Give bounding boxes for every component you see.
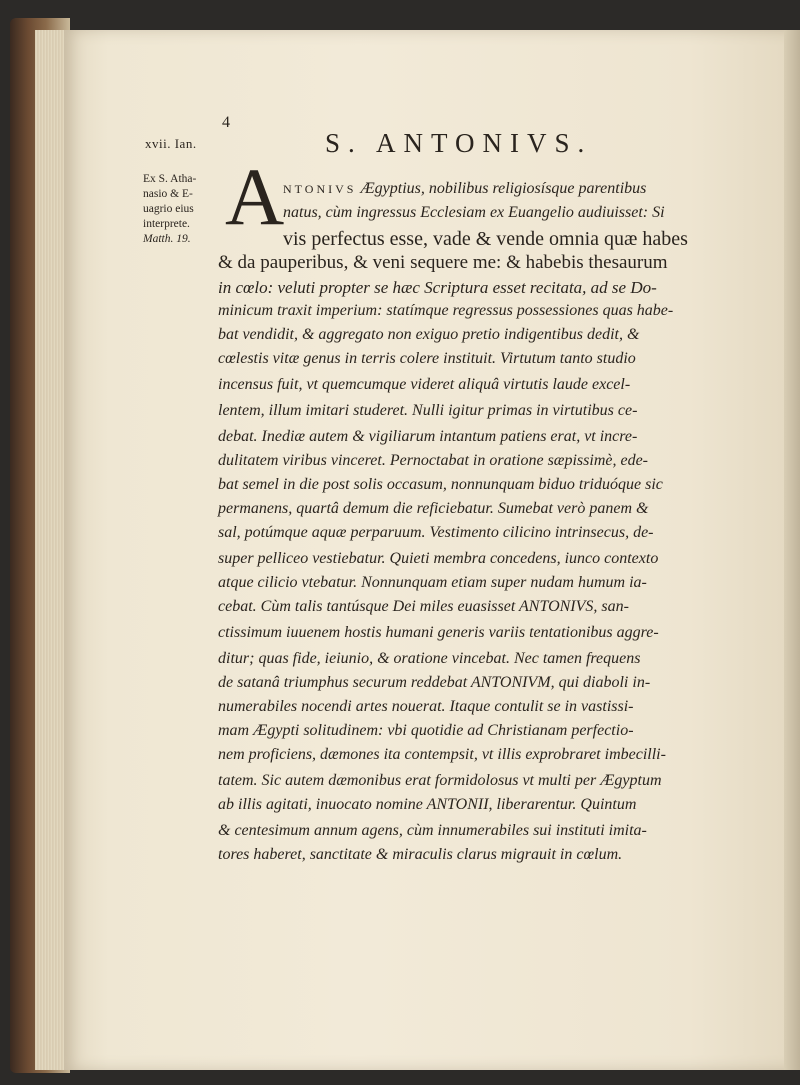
line-text: vis perfectus esse, vade & vende omnia quæ habes [283,228,688,250]
text-line [218,550,658,568]
text-line [283,204,665,222]
line-text: mam Ægypti solitudinem: vbi quotidie ad Christianam perfectio- [218,722,634,739]
line-text: in cœlo: veluti propter se hæc Scriptura esset recitata, ad se Do- [218,278,657,297]
page-right-edge [784,30,800,1070]
small-caps-name: NTONIVS [283,182,357,196]
text-line [218,698,634,716]
text-line [218,624,659,642]
text-line [218,278,657,298]
line-text: de satanâ triumphus securum reddebat ANTONIVM, qui diaboli in- [218,674,651,691]
line-text: dulitatem viribus vinceret. Pernoctabat in oratione sæpissimè, ede- [218,452,648,469]
margin-reference: Matth. 19. [143,233,191,245]
text-line [218,772,662,790]
line-text: minicum traxit imperium: statímque regressus possessiones quas habe- [218,302,674,319]
text-line [218,500,648,518]
line-text: ditur; quas fide, ieiunio, & oratione vincebat. Nec tamen frequens [218,650,641,667]
page-title: S. ANTONIVS. [325,128,593,158]
margin-source: Ex S. Atha- nasio & E- uagrio eius interprete. [143,173,197,230]
line-text: debat. Inediæ autem & vigiliarum intantum patiens erat, vt incre- [218,428,638,445]
text-line [218,746,666,764]
text-line [218,822,647,840]
line-text: tores haberet, sanctitate & miraculis clarus migrauit in cœlum. [218,846,623,863]
text-line [218,846,622,864]
text-line [218,402,637,420]
text-line [283,180,646,198]
line-text: super pelliceo vestiebatur. Quieti membra concedens, iunco contexto [218,550,659,567]
text-line [218,376,630,394]
line-text: lentem, illum imitari studeret. Nulli igitur primas in virtutibus ce- [218,402,638,419]
text-line [283,228,688,251]
text-line [218,574,647,592]
page-number: 4 [222,114,230,131]
text-line [218,524,654,542]
line-text: cœlestis vitæ genus in terris colere instituit. Virtutum tanto studio [218,350,636,367]
text-line [218,476,663,494]
text-line [218,350,636,368]
line-text: ab illis agitati, inuocato nomine ANTONII, liberarentur. Quintum [218,796,637,813]
line-text: cebat. Cùm talis tantúsque Dei miles euasisset ANTONIVS, san- [218,598,629,615]
line-text: & da pauperibus, & veni sequere me: & habebis thesaurum [218,252,668,273]
line-text: nem proficiens, dæmones ita contempsit, vt illis exprobraret imbecilli- [218,746,666,763]
line-text: incensus fuit, vt quemcumque videret aliquâ virtutis laude excel- [218,376,631,393]
feast-date: xvii. Ian. [145,136,197,151]
line-text: permanens, quartâ demum die reficiebatur. Sumebat verò panem & [218,500,649,517]
text-line [218,722,634,740]
line-text: natus, cùm ingressus Ecclesiam ex Euangelio audiuisset: Si [283,204,665,221]
drop-capital: A [225,151,285,242]
text-line [218,650,640,668]
text-line [218,674,650,692]
line-text: ctissimum iuuenem hostis humani generis variis tentationibus aggre- [218,624,659,641]
text-line [218,302,673,320]
text-line [218,598,629,616]
line-text: tatem. Sic autem dæmonibus erat formidolosus vt multi per Ægyptum [218,772,662,789]
line-text: atque cilicio vtebatur. Nonnunquam etiam super nudam humum ia- [218,574,647,591]
line-text: & centesimum annum agens, cùm innumerabiles sui instituti imita- [218,822,647,839]
line-text: Ægyptius, nobilibus religiosísque parentibus [356,180,647,197]
margin-note [143,172,221,247]
line-text: sal, potúmque aquæ perparuum. Vestimento cilicino intrinsecus, de- [218,524,654,541]
line-text: bat semel in die post solis occasum, nonnunquam biduo triduóque sic [218,476,663,493]
line-text: bat vendidit, & aggregato non exiguo pretio indigentibus dedit, & [218,326,640,343]
text-line [218,452,648,470]
text-line [218,796,636,814]
text-line [218,252,668,274]
text-line [218,326,639,344]
line-text: numerabiles nocendi artes nouerat. Itaque contulit se in vastissi- [218,698,634,715]
text-line [218,428,637,446]
